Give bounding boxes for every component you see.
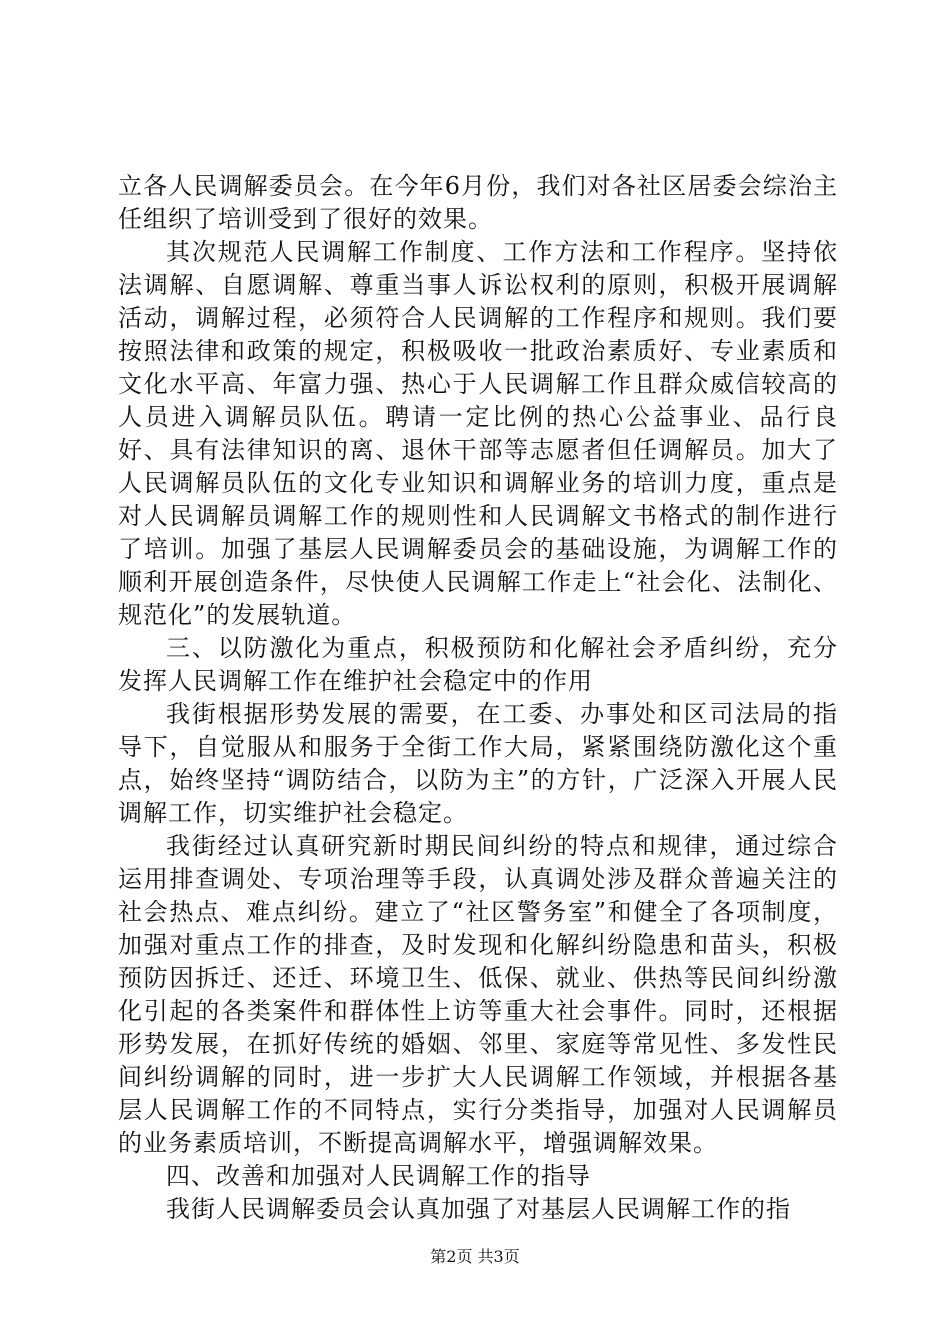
document-body [118,170,838,1226]
page-footer: 第2页 共3页 [430,1247,520,1266]
section-heading-4: 四、改善和加强对人民调解工作的指导 [166,1162,591,1190]
paragraph-7: 我街人民调解委员会认真加强了对基层人民调解工作的指 [166,1195,791,1223]
paragraph-4: 我街根据形势发展的需要，在工委、办事处和区司法局的指导下，自觉服从和服务于全街工作大局，紧紧围绕防激化这个重点，始终坚持“调防结合，以防为主”的方针，广泛深入开展人民调解工作，切实维护社会稳定。 [118,700,838,827]
section-heading-3: 三、以防激化为重点，积极预防和化解社会矛盾纠纷，充分发挥人民调解工作在维护社会稳定中的作用 [118,634,838,695]
paragraph-1: 立各人民调解委员会。在今年6月份，我们对各社区居委会综治主任组织了培训受到了很好的效果。 [118,172,838,233]
paragraph-5: 我街经过认真研究新时期民间纠纷的特点和规律，通过综合运用排查调处、专项治理等手段，认真调处涉及群众普遍关注的社会热点、难点纠纷。建立了“社区警务室”和健全了各项制度，加强对重点工作的排查，及时发现和化解纠纷隐患和苗头，积极预防因拆迁、还迁、环境卫生、低保、就业、供热等民间纠纷激化引起的各类案件和群体性上访等重大社会事件。同时，还根据形势发展，在抓好传统的婚姻、邻里、家庭等常见性、多发性民间纠纷调解的同时，进一步扩大人民调解工作领域，并根据各基层人民调解工作的不同特点，实行分类指导，加强对人民调解员的业务素质培训，不断提高调解水平，增强调解效果。 [118,832,838,1157]
paragraph-2: 其次规范人民调解工作制度、工作方法和工作程序。坚持依法调解、自愿调解、尊重当事人诉讼权利的原则，积极开展调解活动，调解过程，必须符合人民调解的工作程序和规则。我们要按照法律和政策的规定，积极吸收一批政治素质好、专业素质和文化水平高、年富力强、热心于人民调解工作且群众威信较高的人员进入调解员队伍。聘请一定比例的热心公益事业、品行良好、具有法律知识的离、退休干部等志愿者但任调解员。加大了人民调解员队伍的文化专业知识和调解业务的培训力度，重点是对人民调解员调解工作的规则性和人民调解文书格式的制作进行了培训。加强了基层人民调解委员会的基础设施，为调解工作的顺利开展创造条件，尽快使人民调解工作走上“社会化、法制化、规范化”的发展轨道。 [118,238,838,629]
